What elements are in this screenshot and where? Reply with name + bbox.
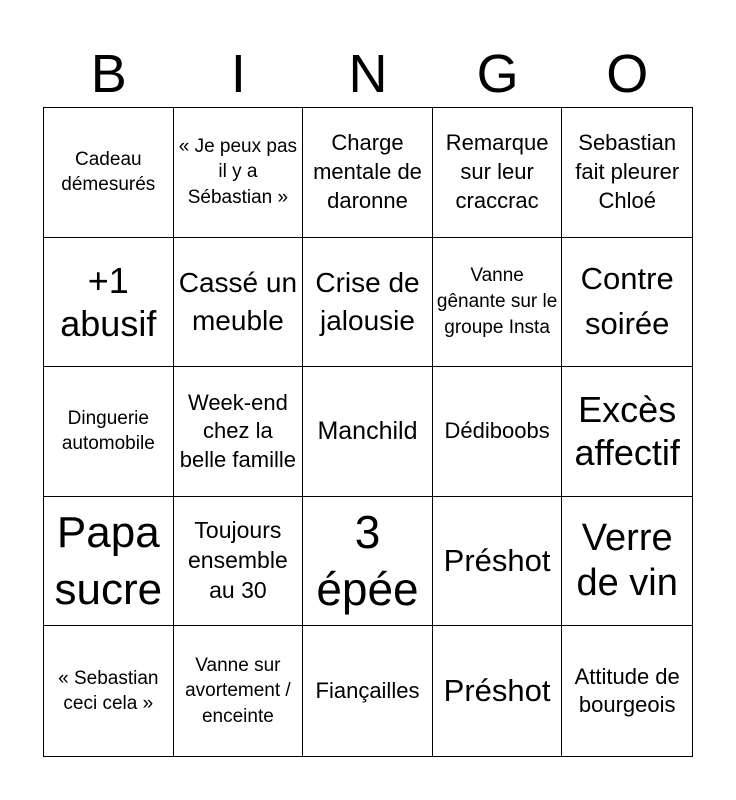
bingo-cell-r2c5[interactable]: Contre soirée (562, 238, 692, 368)
header-letter-g: G (476, 44, 519, 104)
bingo-cell-r5c5[interactable]: Attitude de bourgeois (574, 663, 680, 718)
bingo-cell-r5c4[interactable]: Préshot (433, 626, 563, 756)
bingo-cell-r1c2[interactable]: « Je peux pas il y a Sébastian » (174, 108, 304, 238)
bingo-cell-r2c4[interactable]: Vanne gênante sur le groupe Insta (433, 238, 563, 368)
bingo-cell-r1c4[interactable]: Remarque sur leur craccrac (433, 108, 563, 238)
header-letter-i: I (230, 44, 246, 104)
bingo-cell-r4c5[interactable]: Verre de vin (562, 497, 692, 627)
bingo-header (44, 40, 692, 108)
bingo-cell-r2c1[interactable]: +1 abusif (44, 238, 174, 368)
bingo-cell-r1c3[interactable]: Charge mentale de daronne (303, 108, 433, 238)
bingo-cell-r5c1[interactable]: « Sebastian ceci cela » (44, 626, 174, 756)
bingo-cell-r4c2[interactable]: Toujours ensemble au 30 (174, 497, 304, 627)
header-letter-b: B (90, 44, 127, 104)
bingo-cell-r3c5[interactable]: Excès affectif (562, 367, 692, 497)
bingo-cell-r2c3[interactable]: Crise de jalousie (303, 238, 433, 368)
bingo-cell-r4c1[interactable]: Papa sucre (44, 497, 174, 627)
header-letter-n: N (348, 44, 388, 104)
header-letter-o: O (606, 44, 649, 104)
bingo-cell-r1c5[interactable]: Sebastian fait pleurer Chloé (562, 108, 692, 238)
bingo-cell-r5c2[interactable]: Vanne sur avortement / enceinte (174, 626, 304, 756)
bingo-cell-r2c2[interactable]: Cassé un meuble (174, 238, 304, 368)
bingo-cell-r3c4[interactable]: Dédiboobs (433, 367, 563, 497)
bingo-cell-r3c3[interactable]: Manchild (303, 367, 433, 497)
bingo-cell-r3c1[interactable]: Dinguerie automobile (44, 367, 174, 497)
bingo-cell-r5c3[interactable]: Fiançailles (303, 626, 433, 756)
bingo-cell-r4c4[interactable]: Préshot (433, 497, 563, 627)
bingo-cell-r1c1[interactable]: Cadeau démesurés (44, 108, 174, 238)
bingo-cell-r4c3[interactable]: 3 épée (303, 497, 433, 627)
bingo-cell-r3c2[interactable]: Week-end chez la belle famille (174, 367, 304, 497)
bingo-grid (43, 107, 693, 757)
